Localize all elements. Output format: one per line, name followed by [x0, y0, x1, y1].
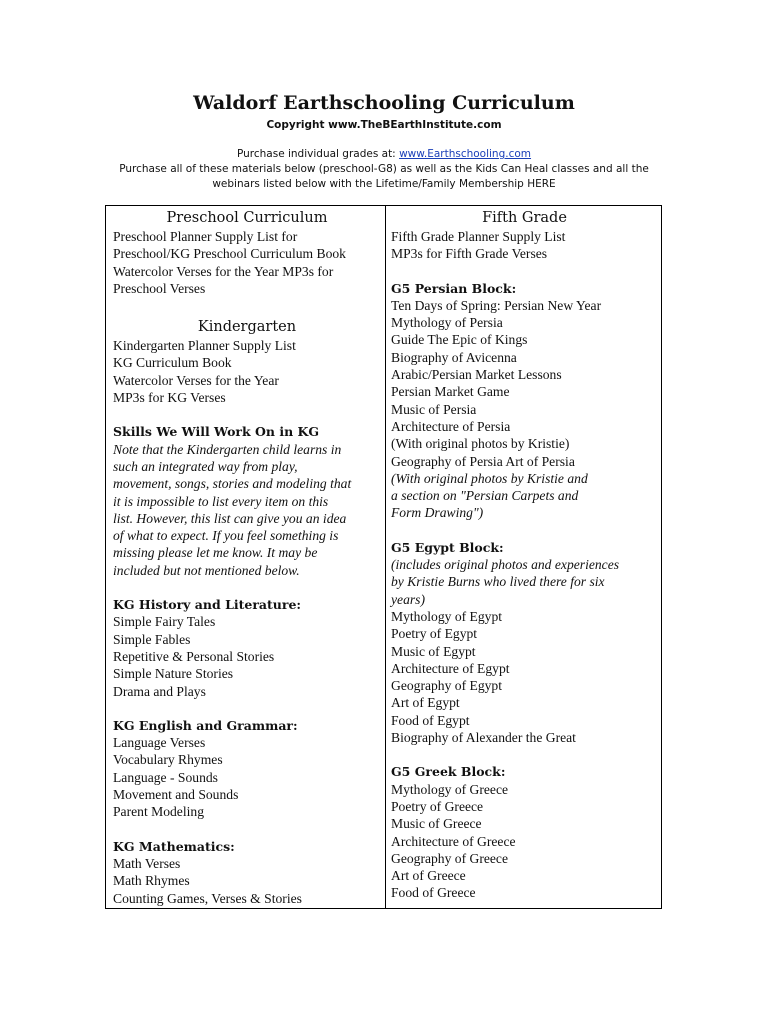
persian-list	[391, 297, 658, 522]
persian-block-heading: G5 Persian Block:	[391, 280, 517, 296]
list-item: Biography of Alexander the Great	[391, 730, 576, 746]
list-item: Kindergarten Planner Supply List	[113, 338, 296, 354]
list-item: Preschool/KG Preschool Curriculum Book	[113, 246, 346, 262]
list-item: Food of Greece	[391, 885, 476, 901]
list-item: Geography of Persia Art of Persia	[391, 453, 575, 469]
list-item: Architecture of Egypt	[391, 660, 510, 676]
list-item: Repetitive & Personal Stories	[113, 648, 275, 664]
copyright-line: Copyright www.TheBEarthInstitute.com	[266, 119, 502, 131]
skills-heading: Skills We Will Work On in KG	[113, 424, 320, 440]
curriculum-table	[105, 205, 662, 909]
list-item: Simple Fairy Tales	[113, 614, 216, 630]
list-item: Ten Days of Spring: Persian New Year	[391, 297, 602, 313]
english-list	[113, 734, 381, 820]
list-item: Guide The Epic of Kings	[391, 332, 528, 348]
list-item: Fifth Grade Planner Supply List	[391, 229, 566, 244]
note-line: (includes original photos and experiences	[391, 557, 620, 573]
list-item: Architecture of Greece	[391, 833, 516, 849]
greek-list	[391, 781, 658, 902]
purchase-all-text: Purchase all of these materials below (preschool-G8) as well as the Kids Can Heal classes and all the webinars listed below with the Lifetime/Family Membership HERE	[119, 163, 649, 190]
list-item: Preschool Verses	[113, 280, 206, 296]
kindergarten-heading: Kindergarten	[197, 319, 297, 336]
spacer	[113, 579, 381, 596]
list-item: Simple Fables	[113, 631, 191, 647]
kindergarten-list	[113, 337, 381, 406]
note-line: such an integrated way from play,	[113, 458, 298, 474]
note-line: it is impossible to list every item on this	[113, 493, 329, 509]
greek-block-heading: G5 Greek Block:	[391, 764, 506, 780]
list-item: Biography of Avicenna	[391, 349, 517, 365]
list-item: Mythology of Egypt	[391, 608, 503, 624]
list-item: Math Verses	[113, 855, 181, 871]
list-item: Architecture of Persia	[391, 418, 511, 434]
list-item: Watercolor Verses for the Year MP3s for	[113, 263, 334, 279]
math-heading: KG Mathematics:	[113, 838, 235, 854]
egypt-list	[391, 556, 658, 746]
spacer	[113, 406, 381, 423]
list-item: Language Verses	[113, 735, 206, 751]
list-item: Poetry of Greece	[391, 798, 484, 814]
note-line: by Kristie Burns who lived there for six	[391, 574, 605, 590]
list-item: Mythology of Greece	[391, 781, 509, 797]
list-item: Poetry of Egypt	[391, 626, 478, 642]
document-title: Waldorf Earthschooling Curriculum	[193, 92, 575, 114]
list-item: Parent Modeling	[113, 804, 204, 820]
list-item: Counting Games, Verses & Stories	[113, 890, 302, 906]
note-line: a section on "Persian Carpets and	[391, 488, 579, 504]
list-item: Art of Egypt	[391, 695, 460, 711]
spacer	[113, 821, 381, 838]
spacer	[113, 700, 381, 717]
list-item: Food of Egypt	[391, 712, 470, 728]
math-list	[113, 855, 381, 907]
note-line: Form Drawing")	[391, 505, 484, 521]
note-line: missing please let me know. It may be	[113, 545, 318, 561]
list-item: Art of Greece	[391, 868, 466, 884]
earthschooling-link[interactable]: www.Earthschooling.com	[399, 148, 532, 160]
list-item: Preschool Planner Supply List for	[113, 229, 298, 244]
list-item: Language - Sounds	[113, 769, 218, 785]
list-item: Vocabulary Rhymes	[113, 752, 223, 768]
skills-note	[113, 441, 381, 579]
list-item: Geography of Egypt	[391, 678, 502, 694]
history-list	[113, 613, 381, 699]
spacer	[391, 263, 658, 280]
note-line: of what to expect. If you feel something is	[113, 528, 339, 544]
list-item: Watercolor Verses for the Year	[113, 372, 279, 388]
list-item: Music of Egypt	[391, 643, 476, 659]
list-item: (With original photos by Kristie)	[391, 436, 570, 452]
spacer	[113, 297, 381, 317]
list-item: Music of Greece	[391, 816, 482, 832]
note-line: movement, songs, stories and modeling that	[113, 476, 352, 492]
list-item: Math Rhymes	[113, 873, 190, 889]
note-line: years)	[391, 591, 425, 607]
list-item: Arabic/Persian Market Lessons	[391, 367, 562, 383]
egypt-block-heading: G5 Egypt Block:	[391, 539, 504, 555]
note-line: list. However, this list can give you an idea	[113, 510, 347, 526]
list-item: KG Curriculum Book	[113, 355, 232, 371]
left-column	[106, 206, 385, 907]
note-line: included but not mentioned below.	[113, 562, 300, 578]
list-item: Persian Market Game	[391, 384, 510, 400]
purchase-grades-line	[0, 147, 768, 162]
list-item: MP3s for KG Verses	[113, 390, 226, 406]
preschool-list	[113, 228, 381, 297]
note-line: (With original photos by Kristie and	[391, 470, 588, 486]
list-item: Simple Nature Stories	[113, 666, 234, 682]
english-heading: KG English and Grammar:	[113, 717, 298, 733]
list-item: Mythology of Persia	[391, 315, 503, 331]
preschool-heading: Preschool Curriculum	[166, 210, 328, 226]
fifth-grade-list	[391, 228, 658, 263]
purchase-prefix: Purchase individual grades at:	[236, 148, 400, 160]
spacer	[391, 522, 658, 539]
list-item: Drama and Plays	[113, 683, 206, 699]
list-item: Music of Persia	[391, 401, 477, 417]
right-column	[386, 206, 662, 902]
history-heading: KG History and Literature:	[113, 597, 302, 613]
list-item: MP3s for Fifth Grade Verses	[391, 246, 548, 262]
note-line: Note that the Kindergarten child learns in	[113, 441, 342, 457]
document-header	[0, 92, 768, 192]
fifth-grade-heading: Fifth Grade	[482, 210, 567, 226]
list-item: Geography of Greece	[391, 850, 508, 866]
list-item: Movement and Sounds	[113, 787, 239, 803]
spacer	[391, 746, 658, 763]
